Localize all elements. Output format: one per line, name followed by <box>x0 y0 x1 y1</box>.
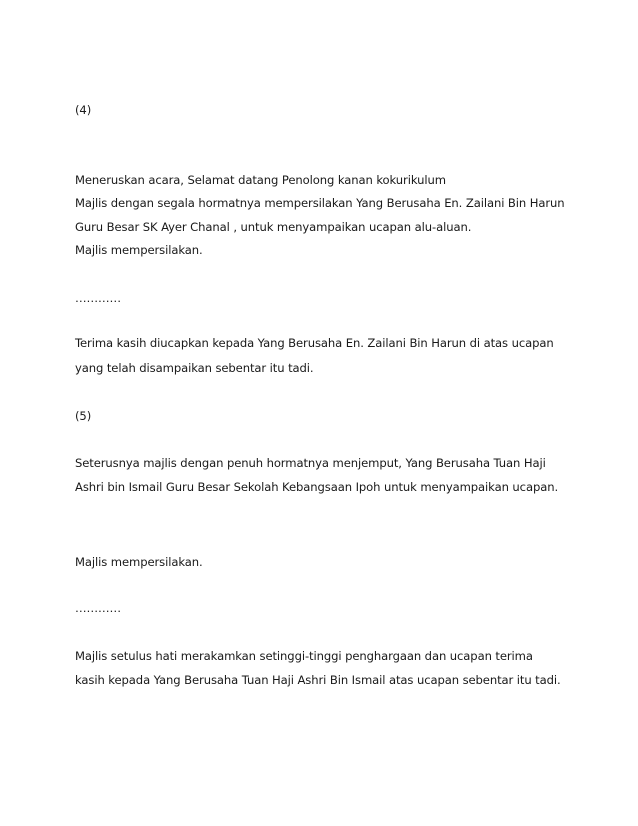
paragraph-2-line-2: yang telah disampaikan sebentar itu tadi. <box>75 361 314 375</box>
paragraph-1-line-2: Majlis dengan segala hormatnya mempersilakan Yang Berusaha En. Zailani Bin Harun <box>75 196 565 210</box>
section-4-marker: (4) <box>75 103 92 117</box>
paragraph-5-line-2: kasih kepada Yang Berusaha Tuan Haji Ashri Bin Ismail atas ucapan sebentar itu tadi. <box>75 673 561 687</box>
section-5-marker: (5) <box>75 409 92 423</box>
paragraph-3-line-1: Seterusnya majlis dengan penuh hormatnya menjemput, Yang Berusaha Tuan Haji <box>75 456 546 470</box>
paragraph-4-line-1: Majlis mempersilakan. <box>75 555 203 569</box>
paragraph-2-line-1: Terima kasih diucapkan kepada Yang Berusaha En. Zailani Bin Harun di atas ucapan <box>75 336 554 350</box>
paragraph-3-line-2: Ashri bin Ismail Guru Besar Sekolah Kebangsaan Ipoh untuk menyampaikan ucapan. <box>75 480 559 494</box>
paragraph-1-line-3: Guru Besar SK Ayer Chanal , untuk menyampaikan ucapan alu-aluan. <box>75 220 472 234</box>
paragraph-5-line-1: Majlis setulus hati merakamkan setinggi-tinggi penghargaan dan ucapan terima <box>75 649 533 663</box>
paragraph-1-line-4: Majlis mempersilakan. <box>75 243 203 257</box>
ellipsis-1: ………… <box>75 291 121 305</box>
paragraph-1-line-1: Meneruskan acara, Selamat datang Penolong kanan kokurikulum <box>75 173 446 187</box>
ellipsis-2: ………… <box>75 601 121 615</box>
